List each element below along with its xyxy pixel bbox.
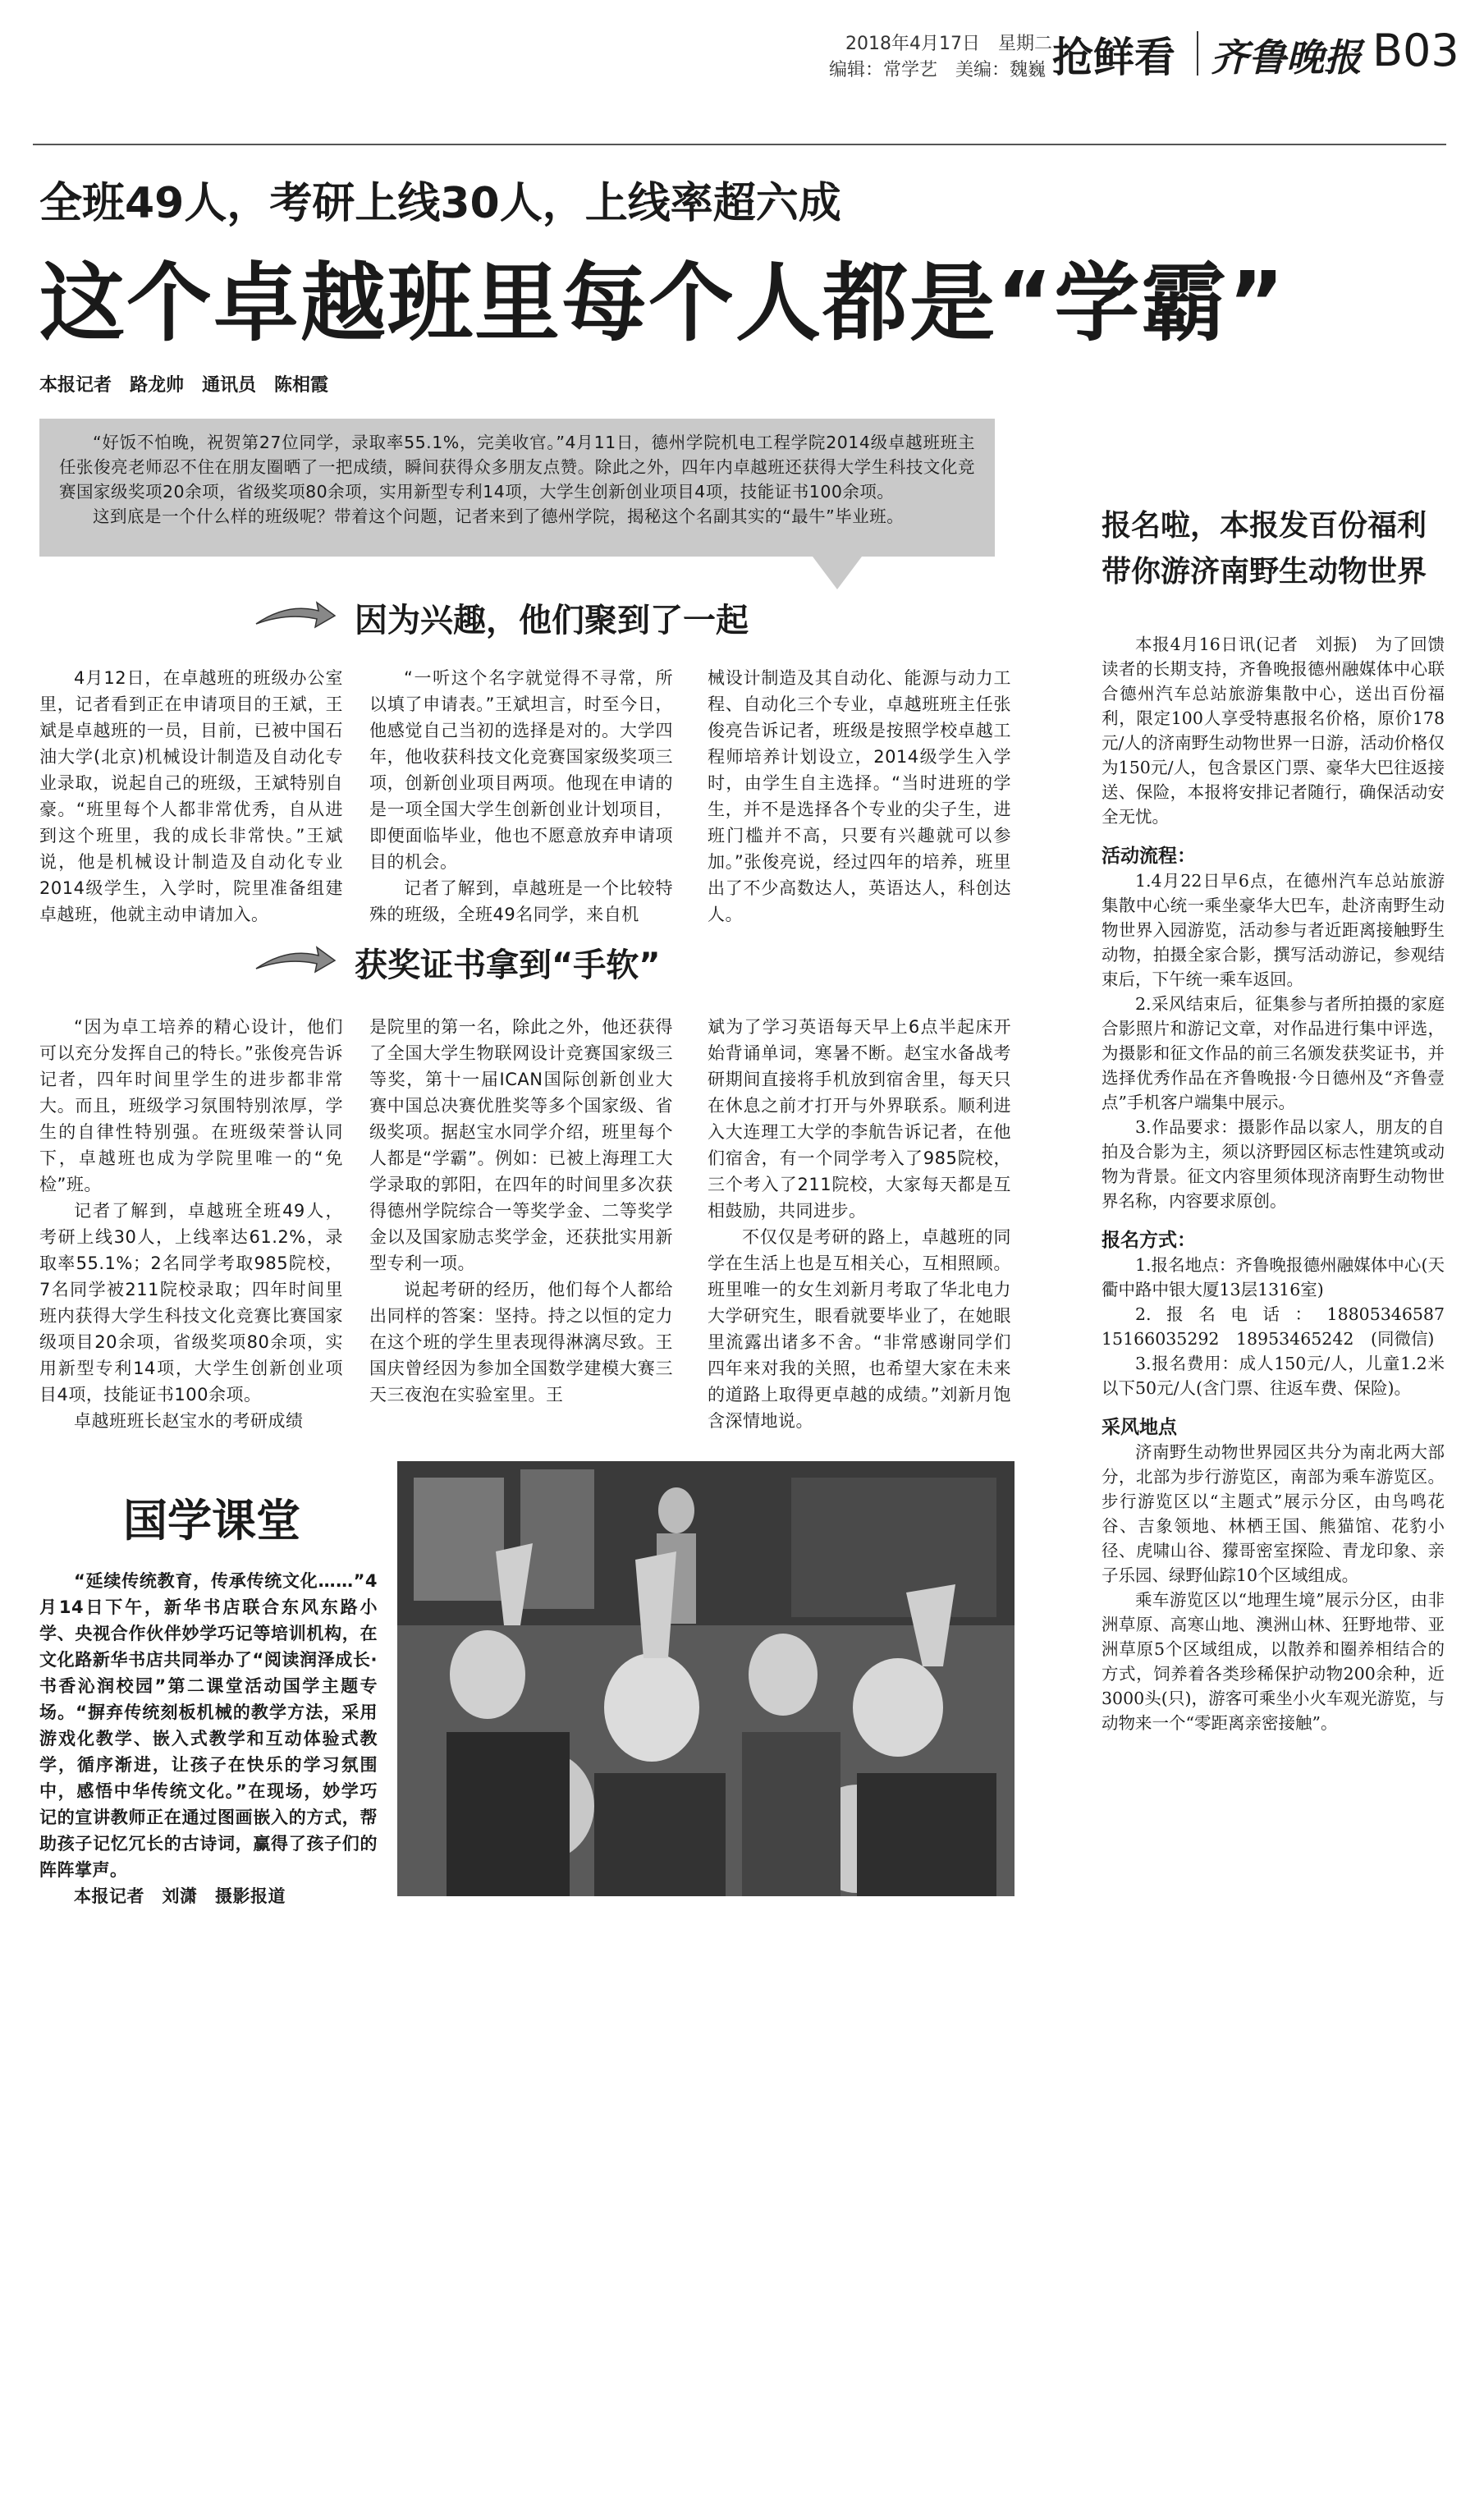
arrow-icon <box>254 944 337 977</box>
paragraph: 不仅仅是考研的路上，卓越班的同学在生活上也是互相关心，互相照顾。班里唯一的女生刘新月考取了华北电力大学研究生，眼看就要毕业了，在她眼里流露出诸多不舍。“非常感谢同学们四年来对我的关照，也希望大家在未来的道路上取得更卓越的成绩。”刘新月饱含深情地说。 <box>708 1227 1011 1431</box>
promo-section-heading: 报名方式： <box>1102 1230 1196 1251</box>
paragraph: 斌为了学习英语每天早上6点半起床开始背诵单词，寒暑不断。赵宝水备战考研期间直接将手机放到宿舍里，每天只在休息之前才打开与外界联系。顺利进入大连理工大学的李航告诉记者，在他们宿舍，有一个同学考入了985院校，三个考入了211院校，大家每天都是互相鼓励，共同进步。 <box>708 1017 1011 1221</box>
section1-column-3 <box>708 665 1011 928</box>
newspaper-logo: 齐鲁晚报 <box>1211 35 1362 80</box>
paragraph: 械设计制造及其自动化、能源与动力工程、自动化三个专业，卓越班班主任张俊亮告诉记者，班级是按照学校卓越工程师培养计划设立，2014级学生入学时，由学生自主选择。“当时进班的学生，并不是选择各个专业的尖子生，进班门槛并不高，只要有兴趣就可以参加。”张俊亮说，经过四年的培养，班里出了不少高数达人，英语达人，科创达人。 <box>708 668 1011 924</box>
guoxue-title: 国学课堂 <box>123 1495 300 1547</box>
lead-bubble-tail <box>813 557 862 589</box>
paragraph: “因为卓工培养的精心设计，他们可以充分发挥自己的特长。”张俊亮告诉记者，四年时间里学生的进步都非常大。而且，班级学习氛围特别浓厚，学生的自律性特别强。在班级荣誉认同下，卓越班也成为学院里唯一的“免检”班。 <box>39 1017 343 1194</box>
guoxue-body: “延续传统教育，传承传统文化……”4月14日下午，新华书店联合东风东路小学、央视合作伙伴妙学巧记等培训机构，在文化路新华书店共同举办了“阅读润泽成长·书香沁润校园”第二课堂活动国学主题专场。“摒弃传统刻板机械的教学方法，采用游戏化教学、嵌入式教学和互动体验式教学，循序渐进，让孩子在快乐的学习氛围中，感悟中华传统文化。”在现场，妙学巧记的宣讲教师正在通过图画嵌入的方式，帮助孩子记忆冗长的古诗词，赢得了孩子们的阵阵掌声。 <box>39 1571 378 1880</box>
promo-title-line2: 带你游济南野生动物世界 <box>1102 555 1427 589</box>
section2-column-2 <box>369 1014 673 1408</box>
section-heading: 因为兴趣，他们聚到了一起 <box>355 602 749 639</box>
photo-credit: 本报记者 刘潇 摄影报道 <box>74 1886 286 1906</box>
section1-column-1 <box>39 665 343 928</box>
promo-flow-item: 2.采风结束后，征集参与者所拍摄的家庭合影照片和游记文章，对作品进行集中评选，为摄影和征文作品的前三名颁发获奖证书，并选择优秀作品在齐鲁晚报·今日德州及“齐鲁壹点”手机客户端集中展示。 <box>1102 994 1445 1112</box>
lead-box <box>39 419 995 557</box>
classroom-photo <box>397 1461 1015 1896</box>
section-heading: 获奖证书拿到“手软” <box>355 946 661 984</box>
lead-paragraph: 这到底是一个什么样的班级呢？带着这个问题，记者来到了德州学院，揭秘这个名副其实的“最牛”毕业班。 <box>93 506 905 526</box>
issue-date: 2018年4月17日 星期二 <box>845 34 1052 54</box>
promo-signup-item: 1.报名地点：齐鲁晚报德州融媒体中心(天衢中路中银大厦13层1316室) <box>1102 1255 1445 1299</box>
paragraph: 记者了解到，卓越班全班49人，考研上线30人，上线率达61.2%，录取率55.1%；2名同学考取985院校，7名同学被211院校录取；四年时间里班内获得大学生科技文化竞赛比赛国家级项目20余项，省级奖项80余项，实用新型专利14项，大学生创新创业项目4项，技能证书100余项。 <box>39 1201 343 1405</box>
section1-column-2 <box>369 665 673 928</box>
promo-intro: 本报4月16日讯(记者 刘振) 为了回馈读者的长期支持，齐鲁晚报德州融媒体中心联合德州汽车总站旅游集散中心，送出百份福利，限定100人享受特惠报名价格，原价178元/人的济南野生动物世界一日游，活动价格仅为150元/人，包含景区门票、豪华大巴往返接送、保险，本报将安排记者随行，确保活动安全无忧。 <box>1102 635 1445 827</box>
article-title: 这个卓越班里每个人都是“学霸” <box>39 253 1286 353</box>
editors-line: 编辑：常学艺 美编：魏巍 <box>829 60 1047 80</box>
arrow-icon <box>254 599 337 632</box>
promo-section-heading: 采风地点 <box>1102 1417 1177 1438</box>
article-subtitle: 全班49人，考研上线30人，上线率超六成 <box>39 179 841 228</box>
paragraph: “一听这个名字就觉得不寻常，所以填了申请表。”王斌坦言，时至今日，他感觉自己当初的选择是对的。大学四年，他收获科技文化竞赛国家级奖项三项，创新创业项目两项。他现在申请的是一项全国大学生创新创业计划项目，即便面临毕业，他也不愿意放弃申请项目的机会。 <box>369 668 673 872</box>
promo-flow-item: 1.4月22日早6点，在德州汽车总站旅游集散中心统一乘坐豪华大巴车，赴济南野生动物世界入园游览，活动参与者近距离接触野生动物，拍摄全家合影，撰写活动游记，参观结束后，下午统一乘车返回。 <box>1102 871 1445 989</box>
header-divider <box>1197 31 1198 76</box>
column-name: 抢鲜看 <box>1052 34 1175 81</box>
byline: 本报记者 路龙帅 通讯员 陈相霞 <box>39 375 329 396</box>
promo-signup-item: 2.报名电话：18805346587 15166035292 18953465242 (同微信) <box>1102 1304 1462 1349</box>
paragraph: 是院里的第一名，除此之外，他还获得了全国大学生物联网设计竞赛国家级三等奖，第十一届ICAN国际创新创业大赛中国总决赛优胜奖等多个国家级、省级奖项。据赵宝水同学介绍，班里每个人都是“学霸”。例如：已被上海理工大学录取的郭阳，在四年的时间里多次获得德州学院综合一等奖学金、二等奖学金以及国家励志奖学金，还获批实用新型专利一项。 <box>369 1017 673 1273</box>
section2-column-1 <box>39 1014 343 1434</box>
promo-spot-paragraph: 济南野生动物世界园区共分为南北两大部分，北部为步行游览区，南部为乘车游览区。步行游览区以“主题式”展示分区，由鸟鸣花谷、吉象领地、林栖王国、熊猫馆、花豹小径、虎啸山谷、獴哥密室探险、青龙印象、亲子乐园、绿野仙踪10个区域组成。 <box>1102 1442 1445 1585</box>
lead-paragraph: “好饭不怕晚，祝贺第27位同学，录取率55.1%，完美收官。”4月11日，德州学院机电工程学院2014级卓越班班主任张俊亮老师忍不住在朋友圈晒了一把成绩，瞬间获得众多朋友点赞。除此之外，四年内卓越班还获得大学生科技文化竞赛国家级奖项20余项，省级奖项80余项，实用新型专利14项，大学生创新创业项目4项，技能证书100余项。 <box>59 433 975 502</box>
section2-column-3 <box>708 1014 1011 1434</box>
paragraph: 记者了解到，卓越班是一个比较特殊的班级，全班49名同学，来自机 <box>369 878 673 924</box>
promo-flow-item: 3.作品要求：摄影作品以家人，朋友的自拍及合影为主，须以济野园区标志性建筑或动物为背景。征文内容里须体现济南野生动物世界名称，内容要求原创。 <box>1102 1117 1445 1211</box>
promo-column <box>1102 632 1462 1735</box>
promo-section-heading: 活动流程： <box>1102 846 1196 867</box>
guoxue-column <box>39 1568 378 1909</box>
paragraph: 说起考研的经历，他们每个人都给出同样的答案：坚持。持之以恒的定力在这个班的学生里表现得淋漓尽致。王国庆曾经因为参加全国数学建模大赛三天三夜泡在实验室里。王 <box>369 1280 673 1405</box>
promo-spot-paragraph: 乘车游览区以“地理生境”展示分区，由非洲草原、高寒山地、澳洲山林、狂野地带、亚洲草原5个区域组成，以散养和圈养相结合的方式，饲养着各类珍稀保护动物200余种，近3000头(只)，游客可乘坐小火车观光游览，与动物来一个“零距离亲密接触”。 <box>1102 1590 1445 1733</box>
paragraph: 4月12日，在卓越班的班级办公室里，记者看到正在申请项目的王斌，王斌是卓越班的一员，目前，已被中国石油大学(北京)机械设计制造及自动化专业录取，说起自己的班级，王斌特别自豪。“班里每个人都非常优秀，自从进到这个班里，我的成长非常快。”王斌说，他是机械设计制造及自动化专业2014级学生，入学时，院里准备组建卓越班，他就主动申请加入。 <box>39 668 343 924</box>
page-number: B03 <box>1372 25 1459 76</box>
paragraph: 卓越班班长赵宝水的考研成绩 <box>74 1411 304 1431</box>
promo-signup-item: 3.报名费用：成人150元/人，儿童1.2米以下50元/人(含门票、往返车费、保险)。 <box>1102 1354 1445 1398</box>
promo-title-line1: 报名啦，本报发百份福利 <box>1102 509 1427 543</box>
header-rule <box>33 144 1446 145</box>
